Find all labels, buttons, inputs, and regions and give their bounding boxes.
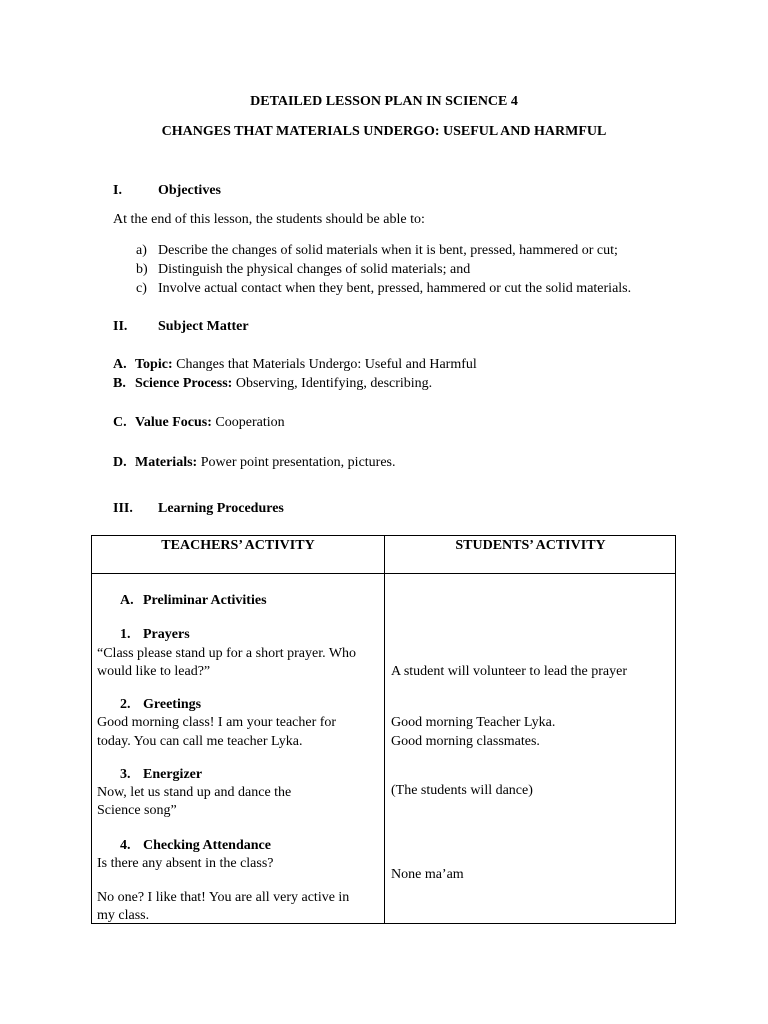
subject-marker: D. [113,455,127,470]
procedure-section-title: Preliminar Activities [143,593,267,608]
teacher-line: would like to lead?” [97,664,211,679]
teacher-line: today. You can call me teacher Lyka. [97,734,303,749]
table-column-divider [384,536,385,923]
teacher-line: No one? I like that! You are all very active in [97,890,350,905]
subject-item-science-process [135,375,432,393]
teacher-line: my class. [97,908,150,923]
teacher-line: Now, let us stand up and dance the [97,785,292,800]
subject-marker: A. [113,357,127,372]
document-title: DETAILED LESSON PLAN IN SCIENCE 4 [250,94,518,109]
teacher-line: Is there any absent in the class? [97,856,274,871]
subject-label: Value Focus: [135,415,212,430]
student-line: Good morning Teacher Lyka. [391,715,556,730]
student-line: (The students will dance) [391,783,533,798]
subject-label: Materials: [135,455,198,470]
document-subtitle: CHANGES THAT MATERIALS UNDERGO: USEFUL AND HARMFUL [161,124,607,139]
step-title: Energizer [143,767,203,782]
step-title: Prayers [143,627,190,642]
section-numeral-objectives: I. [113,183,122,198]
step-title: Checking Attendance [143,838,271,853]
objectives-intro: At the end of this lesson, the students should be able to: [113,212,425,227]
step-title: Greetings [143,697,202,712]
section-numeral-learning-procedures: III. [113,501,133,516]
section-heading-objectives: Objectives [158,183,221,198]
table-header-divider [92,573,675,574]
subject-value: Observing, Identifying, describing. [232,376,433,391]
section-heading-learning-procedures: Learning Procedures [158,501,284,516]
teacher-line: Good morning class! I am your teacher for [97,715,337,730]
procedure-section-marker: A. [120,593,134,608]
step-number: 3. [120,767,131,782]
objective-marker: c) [136,281,147,296]
step-number: 2. [120,697,131,712]
table-header-students: STUDENTS’ ACTIVITY [455,538,606,553]
objective-item: Involve actual contact when they bent, pressed, hammered or cut the solid materials. [158,281,632,296]
subject-value: Cooperation [211,415,285,430]
subject-item-topic [135,356,477,374]
subject-marker: B. [113,376,126,391]
objective-item: Distinguish the physical changes of solid materials; and [158,262,471,277]
step-number: 4. [120,838,131,853]
subject-item-value-focus [135,414,285,432]
step-number: 1. [120,627,131,642]
subject-value: Changes that Materials Undergo: Useful and Harmful [172,357,477,372]
objective-marker: b) [136,262,148,277]
section-heading-subject-matter: Subject Matter [158,319,249,334]
student-line: A student will volunteer to lead the prayer [391,664,627,679]
subject-item-materials [135,454,396,472]
subject-label: Topic: [135,357,173,372]
subject-label: Science Process: [135,376,233,391]
subject-value: Power point presentation, pictures. [197,455,396,470]
student-line: Good morning classmates. [391,734,540,749]
activity-table [91,535,676,924]
student-line: None ma’am [391,867,464,882]
teacher-line: Science song” [97,803,177,818]
objective-item: Describe the changes of solid materials when it is bent, pressed, hammered or cut; [158,243,618,258]
subject-marker: C. [113,415,127,430]
section-numeral-subject-matter: II. [113,319,128,334]
teacher-line: “Class please stand up for a short prayer. Who [97,646,357,661]
objective-marker: a) [136,243,147,258]
table-header-teachers: TEACHERS’ ACTIVITY [161,538,315,553]
